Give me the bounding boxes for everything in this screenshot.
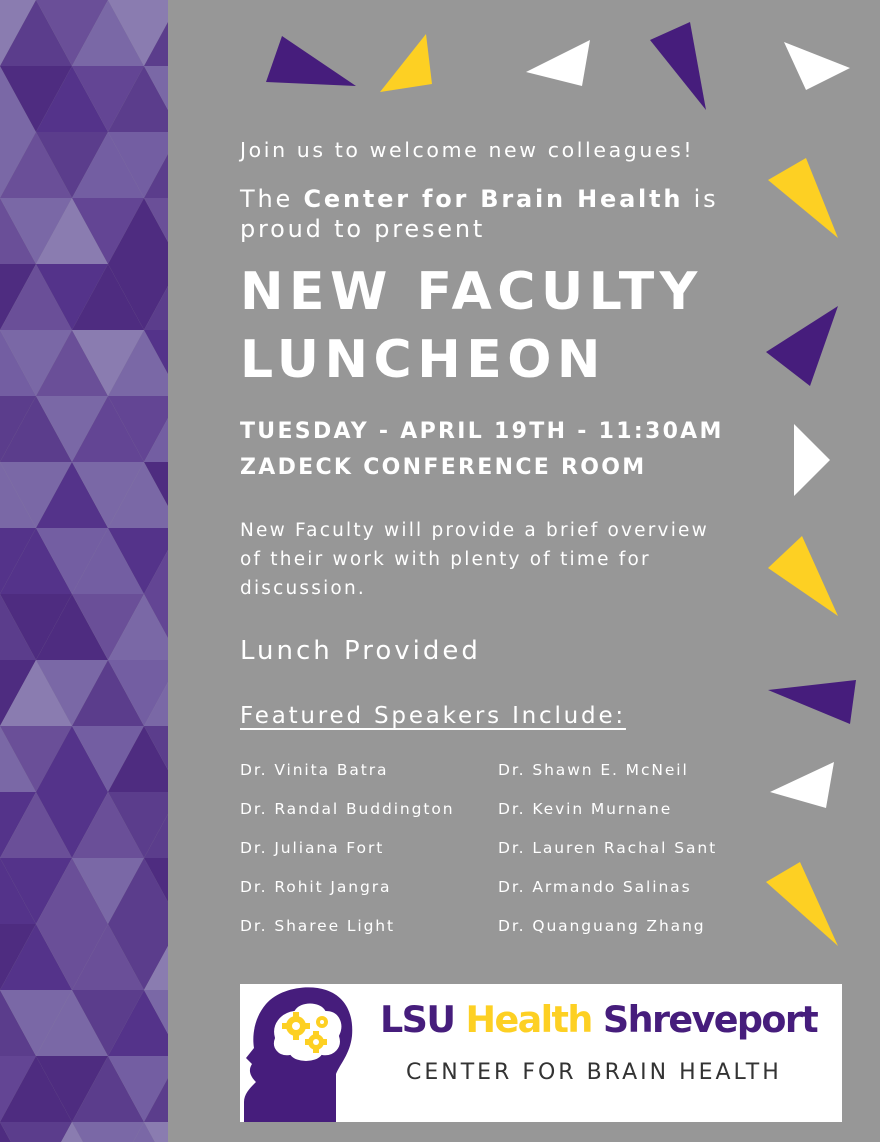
head-silhouette-with-gears-icon xyxy=(240,984,380,1122)
speakers-column-right xyxy=(498,759,717,954)
tagline: Join us to welcome new colleagues! xyxy=(240,138,695,162)
intro-tail: is proud to present xyxy=(240,185,719,243)
speaker-name: Dr. Rohit Jangra xyxy=(240,878,392,896)
pattern-triangle xyxy=(0,1122,72,1142)
triangle-pattern-panel xyxy=(0,0,168,1142)
event-description: New Faculty will provide a brief overview of their work with plenty of time for discussion. xyxy=(240,520,709,599)
gold-triangle xyxy=(380,34,432,92)
purple-triangle xyxy=(768,680,856,724)
white-triangle xyxy=(526,40,590,86)
logo-brand-lsu: LSU xyxy=(380,998,466,1041)
logo-subtitle: CENTER FOR BRAIN HEALTH xyxy=(406,1060,782,1085)
pattern-triangle xyxy=(72,1122,144,1142)
speaker-name: Dr. Armando Salinas xyxy=(498,878,692,896)
speaker-name: Dr. Kevin Murnane xyxy=(498,800,673,818)
logo-brand-health: Health xyxy=(465,998,592,1041)
speaker-name: Dr. Juliana Fort xyxy=(240,839,385,857)
event-title-line-1: NEW FACULTY xyxy=(240,262,703,322)
event-location: ZADECK CONFERENCE ROOM xyxy=(240,455,647,480)
logo-brand-shreveport: Shreveport xyxy=(591,998,818,1041)
event-title xyxy=(240,258,703,394)
lunch-note: Lunch Provided xyxy=(240,636,481,666)
event-title-line-2: LUNCHEON xyxy=(240,330,606,390)
speaker-name: Dr. Lauren Rachal Sant xyxy=(498,839,718,857)
white-triangle xyxy=(794,424,830,496)
event-details xyxy=(240,414,724,486)
intro-text xyxy=(240,184,800,244)
purple-triangle xyxy=(766,306,838,386)
speakers-column-left xyxy=(240,759,454,954)
logo-title xyxy=(380,994,817,1046)
gold-triangle xyxy=(768,536,838,616)
white-triangle xyxy=(770,762,834,808)
speaker-name: Dr. Randal Buddington xyxy=(240,800,455,818)
white-triangle xyxy=(784,42,850,90)
speakers-heading: Featured Speakers Include: xyxy=(240,703,626,729)
organization-name: Center for Brain Health xyxy=(303,185,684,213)
gold-triangle xyxy=(766,862,838,946)
speaker-name: Dr. Vinita Batra xyxy=(240,761,389,779)
purple-triangle xyxy=(266,36,356,86)
speaker-name: Dr. Shawn E. McNeil xyxy=(498,761,689,779)
intro-lead: The xyxy=(240,185,304,213)
event-date-time: TUESDAY - APRIL 19TH - 11:30AM xyxy=(240,419,724,444)
purple-triangle xyxy=(650,22,706,110)
speaker-name: Dr. Quanguang Zhang xyxy=(498,917,706,935)
organization-logo xyxy=(240,984,842,1122)
speaker-name: Dr. Sharee Light xyxy=(240,917,396,935)
